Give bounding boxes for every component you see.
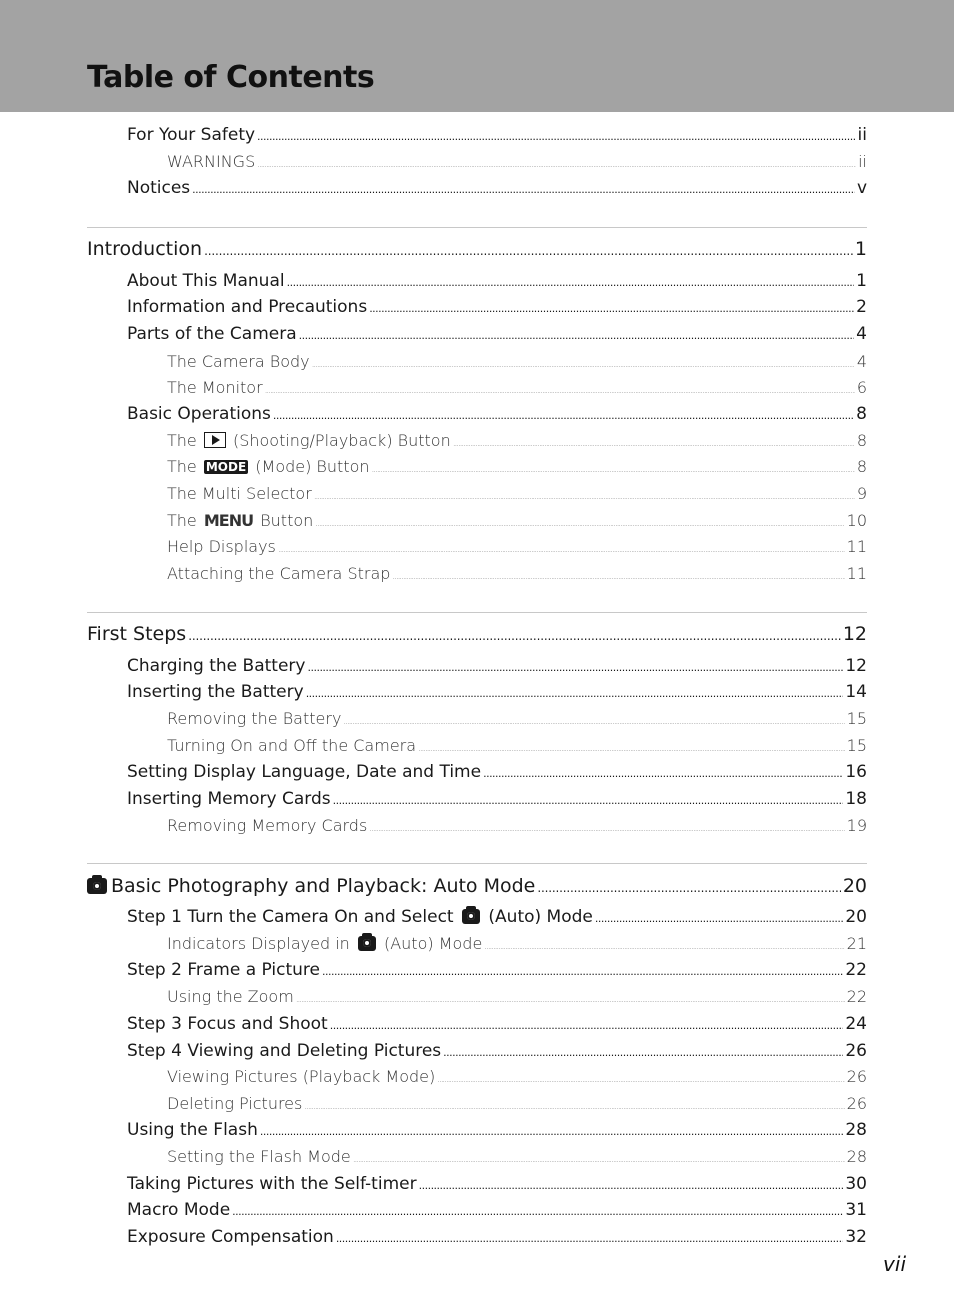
toc-entry-page: 4 <box>856 324 867 344</box>
label-prefix: The <box>167 457 197 476</box>
toc-entry-label: Help Displays <box>167 537 276 556</box>
camera-auto-icon <box>358 936 376 951</box>
toc-entry[interactable] <box>167 511 867 530</box>
toc-entry-page: 31 <box>845 1200 867 1220</box>
toc-entry-label: The Camera Body <box>167 352 310 371</box>
toc-entry[interactable] <box>167 564 867 583</box>
toc-entry[interactable] <box>127 324 867 344</box>
toc-entry[interactable] <box>167 934 867 953</box>
toc-entry-label: Viewing Pictures (Playback Mode) <box>167 1067 436 1086</box>
toc-entry[interactable] <box>167 736 867 755</box>
toc-entry[interactable] <box>167 987 867 1006</box>
section-divider <box>87 863 867 864</box>
leader-dots <box>483 767 843 780</box>
leader-dots <box>372 465 855 475</box>
toc-entry-label: Inserting the Battery <box>127 682 304 702</box>
toc-entry-label: Removing the Battery <box>167 709 342 728</box>
toc-entry-warnings[interactable] <box>167 152 867 171</box>
toc-entry-page: 11 <box>846 537 867 556</box>
leader-dots <box>296 995 845 1005</box>
camera-auto-icon <box>87 878 107 894</box>
toc-entry-page: 1 <box>856 271 867 291</box>
toc-entry-label: Inserting Memory Cards <box>127 789 331 809</box>
leader-dots <box>287 276 855 289</box>
toc-entry[interactable] <box>167 1067 867 1086</box>
toc-entry-page: ii <box>858 152 867 171</box>
toc-section-first-steps[interactable] <box>87 623 867 645</box>
toc-section-page: 1 <box>854 238 867 260</box>
leader-dots <box>369 824 844 834</box>
toc-entry-label: Parts of the Camera <box>127 324 297 344</box>
leader-dots <box>273 409 854 422</box>
toc-entry-page: 4 <box>856 352 867 371</box>
toc-entry-page: 2 <box>856 297 867 317</box>
toc-entry[interactable] <box>127 404 867 424</box>
toc-entry[interactable] <box>167 537 867 556</box>
toc-entry-page: 10 <box>846 511 867 530</box>
toc-entry[interactable] <box>167 709 867 728</box>
toc-entry-notices[interactable] <box>127 178 867 198</box>
toc-entry[interactable] <box>127 1041 867 1061</box>
leader-dots <box>330 1019 844 1032</box>
toc-entry-page: 16 <box>845 762 867 782</box>
toc-entry[interactable] <box>127 762 867 782</box>
menu-button-icon: MENU <box>203 511 254 530</box>
toc-entry-label: Setting Display Language, Date and Time <box>127 762 482 782</box>
leader-dots <box>484 942 844 952</box>
toc-entry[interactable] <box>127 1120 867 1140</box>
toc-entry-page: 8 <box>856 457 867 476</box>
label-suffix: (Shooting/Playback) Button <box>232 431 451 450</box>
section-title-text: Basic Photography and Playback: Auto Mode <box>111 875 536 897</box>
section-divider <box>87 612 867 613</box>
toc-section-page: 12 <box>842 623 867 645</box>
leader-dots <box>204 244 853 258</box>
toc-section-label <box>87 875 535 897</box>
leader-dots <box>265 386 855 396</box>
toc-entry[interactable] <box>167 1147 867 1166</box>
toc-entry-page: 9 <box>856 484 867 503</box>
leader-dots <box>353 1155 845 1165</box>
toc-entry[interactable] <box>167 378 867 397</box>
toc-entry-page: 24 <box>845 1014 867 1034</box>
mode-button-icon: MODE <box>205 460 247 474</box>
toc-entry[interactable] <box>167 1094 867 1113</box>
toc-entry[interactable] <box>127 1227 867 1247</box>
toc-entry-label: Step 3 Focus and Shoot <box>127 1014 328 1034</box>
toc-entry-page: 8 <box>856 431 867 450</box>
toc-entry[interactable] <box>127 1200 867 1220</box>
leader-dots <box>392 572 844 582</box>
toc-entry-page: 15 <box>846 736 867 755</box>
toc-entry-page: v <box>856 178 867 198</box>
toc-entry-page: 22 <box>846 987 867 1006</box>
toc-entry[interactable] <box>127 1174 867 1194</box>
leader-dots <box>188 629 841 643</box>
toc-entry[interactable] <box>167 484 867 503</box>
toc-entry-label: Setting the Flash Mode <box>167 1147 351 1166</box>
toc-entry-label: Using the Zoom <box>167 987 294 1006</box>
toc-entry[interactable] <box>127 960 867 980</box>
toc-entry-label: Step 4 Viewing and Deleting Pictures <box>127 1041 442 1061</box>
toc-entry-page: 6 <box>856 378 867 397</box>
leader-dots <box>299 329 855 342</box>
toc-section-basic-photography[interactable] <box>87 875 867 897</box>
toc-entry-label: The Multi Selector <box>167 484 312 503</box>
toc-entry-page: 15 <box>846 709 867 728</box>
toc-entry[interactable] <box>167 457 867 476</box>
toc-entry[interactable] <box>127 656 867 676</box>
toc-entry-page: 12 <box>845 656 867 676</box>
toc-entry-label: Notices <box>127 178 191 198</box>
toc-entry-page: 28 <box>845 1120 867 1140</box>
leader-dots <box>257 160 856 170</box>
leader-dots <box>369 302 854 315</box>
toc-entry-page: 22 <box>845 960 867 980</box>
toc-entry-label: Exposure Compensation <box>127 1227 334 1247</box>
playback-button-icon <box>204 432 226 448</box>
toc-entry[interactable] <box>127 1014 867 1034</box>
toc-entry-page: 21 <box>846 934 867 953</box>
leader-dots <box>306 687 844 700</box>
toc-section-label: First Steps <box>87 623 187 645</box>
toc-entry-label: Deleting Pictures <box>167 1094 303 1113</box>
leader-dots <box>315 519 844 529</box>
toc-entry-label: Taking Pictures with the Self-timer <box>127 1174 417 1194</box>
toc-entry-page: 20 <box>845 907 867 927</box>
toc-entry[interactable] <box>127 907 867 927</box>
toc-entry-page: ii <box>857 125 867 145</box>
page-header <box>0 0 954 112</box>
toc-entry-label: WARNINGS <box>167 152 256 171</box>
leader-dots <box>343 717 844 727</box>
toc-entry-page: 19 <box>846 816 867 835</box>
leader-dots <box>595 912 843 925</box>
leader-dots <box>419 1179 844 1192</box>
toc-entry-page: 26 <box>845 1041 867 1061</box>
toc-entry-label: Using the Flash <box>127 1120 258 1140</box>
toc-entry-label: Removing Memory Cards <box>167 816 368 835</box>
toc-entry[interactable] <box>127 271 867 291</box>
leader-dots <box>453 439 855 449</box>
toc-entry-label: Charging the Battery <box>127 656 306 676</box>
toc-entry-page: 26 <box>846 1094 867 1113</box>
toc-entry-label: The Monitor <box>167 378 263 397</box>
toc-entry-label <box>167 457 370 476</box>
label-prefix: Step 1 Turn the Camera On and Select <box>127 907 454 927</box>
toc-entry[interactable] <box>127 682 867 702</box>
leader-dots <box>322 965 843 978</box>
leader-dots <box>537 881 840 895</box>
toc-entry-page: 28 <box>846 1147 867 1166</box>
toc-entry-label <box>167 511 313 530</box>
toc-entry-page: 30 <box>845 1174 867 1194</box>
page-title: Table of Contents <box>87 60 375 95</box>
toc-entry-label <box>167 431 451 450</box>
toc-entry[interactable] <box>167 352 867 371</box>
camera-auto-icon <box>462 909 480 924</box>
toc-entry-label: Macro Mode <box>127 1200 231 1220</box>
leader-dots <box>336 1232 844 1245</box>
label-suffix: (Mode) Button <box>255 457 370 476</box>
label-prefix: The <box>167 511 197 530</box>
toc-entry-label: About This Manual <box>127 271 285 291</box>
toc-entry-page: 32 <box>845 1227 867 1247</box>
toc-entry-page: 14 <box>845 682 867 702</box>
toc-entry[interactable] <box>127 789 867 809</box>
leader-dots <box>307 661 843 674</box>
toc-entry-page: 18 <box>845 789 867 809</box>
leader-dots <box>232 1205 843 1218</box>
leader-dots <box>314 492 855 502</box>
toc-entry-label: Attaching the Camera Strap <box>167 564 391 583</box>
leader-dots <box>418 744 845 754</box>
toc-entry-page: 8 <box>856 404 867 424</box>
toc-entry[interactable] <box>167 431 867 450</box>
label-prefix: The <box>167 431 197 450</box>
label-suffix: Button <box>260 511 314 530</box>
leader-dots <box>437 1075 844 1085</box>
label-prefix: Indicators Displayed in <box>167 934 350 953</box>
section-divider <box>87 227 867 228</box>
label-suffix: (Auto) Mode <box>488 907 593 927</box>
leader-dots <box>192 183 855 196</box>
toc-section-introduction[interactable] <box>87 238 867 260</box>
toc-entry-for-your-safety[interactable] <box>127 125 867 145</box>
leader-dots <box>443 1046 843 1059</box>
toc-entry-label: Information and Precautions <box>127 297 368 317</box>
leader-dots <box>278 545 845 555</box>
toc-entry[interactable] <box>167 816 867 835</box>
toc-entry[interactable] <box>127 297 867 317</box>
toc-section-page: 20 <box>842 875 867 897</box>
label-suffix: (Auto) Mode <box>383 934 483 953</box>
page-number: vii <box>883 1252 906 1276</box>
toc-entry-label: For Your Safety <box>127 125 256 145</box>
toc-section-label: Introduction <box>87 238 203 260</box>
toc-entry-label: Turning On and Off the Camera <box>167 736 417 755</box>
toc-entry-label <box>167 934 482 953</box>
toc-entry-page: 11 <box>846 564 867 583</box>
toc-entry-label <box>127 907 593 927</box>
toc-entry-page: 26 <box>846 1067 867 1086</box>
leader-dots <box>333 794 844 807</box>
toc-entry-label: Step 2 Frame a Picture <box>127 960 320 980</box>
leader-dots <box>257 130 856 143</box>
toc-entry-label: Basic Operations <box>127 404 271 424</box>
leader-dots <box>312 360 855 370</box>
leader-dots <box>260 1125 844 1138</box>
leader-dots <box>304 1102 844 1112</box>
